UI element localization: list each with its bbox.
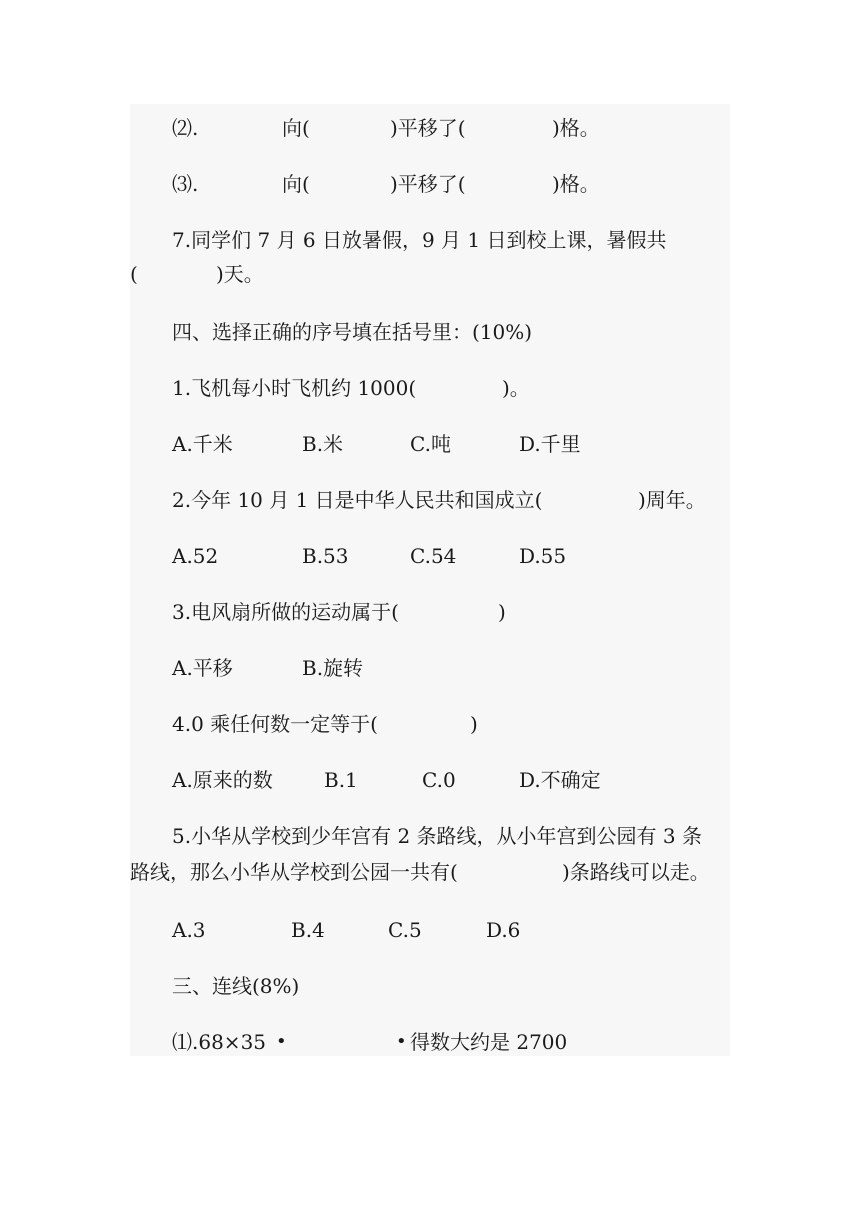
choice2-question-end: )周年。 — [638, 488, 706, 512]
choice2-option-d: D.55 — [519, 544, 567, 568]
choice4-question-end: ) — [470, 712, 478, 736]
choice1-question: 1.飞机每小时飞机约 1000( — [172, 376, 417, 400]
choice3-question-end: ) — [498, 600, 506, 624]
choice1-option-c: C.吨 — [410, 432, 451, 456]
choice2-option-a: A.52 — [172, 544, 219, 568]
match-left-dot[interactable]: • — [276, 1031, 287, 1052]
choice4-option-d: D.不确定 — [519, 768, 601, 792]
q6-item2-end: )格。 — [552, 116, 600, 140]
choice5-question-line2: 路线，那么小华从学校到公园一共有( — [130, 860, 458, 884]
match-right-statement: 得数大约是 2700 — [410, 1030, 568, 1054]
q6-item3-direction: 向( — [282, 172, 310, 196]
choice5-question-end: )条路线可以走。 — [562, 860, 710, 884]
choice4-option-a: A.原来的数 — [172, 768, 273, 792]
choice1-option-b: B.米 — [302, 432, 344, 456]
choice3-question: 3.电风扇所做的运动属于( — [172, 600, 399, 624]
choice1-option-a: A.千米 — [172, 432, 233, 456]
q7-line1: 7.同学们 7 月 6 日放暑假，9 月 1 日到校上课，暑假共 — [172, 228, 667, 252]
q7-line2-open: ( — [130, 262, 138, 286]
choice5-question-line1: 5.小华从学校到少年宫有 2 条路线，从小年宫到公园有 3 条 — [172, 824, 702, 848]
choice2-option-c: C.54 — [410, 544, 457, 568]
q6-item2-direction: 向( — [282, 116, 310, 140]
choice4-question: 4.0 乘任何数一定等于( — [172, 712, 378, 736]
q6-item2-number: ⑵. — [172, 116, 199, 140]
choice5-option-c: C.5 — [388, 918, 422, 942]
choice3-option-b: B.旋转 — [302, 656, 364, 680]
choice3-option-a: A.平移 — [172, 656, 233, 680]
q6-item3-end: )格。 — [552, 172, 600, 196]
match-right-dot[interactable]: • — [396, 1031, 407, 1052]
choice1-option-d: D.千里 — [519, 432, 581, 456]
q6-item3-middle: )平移了( — [390, 172, 466, 196]
section3-title: 三、连线(8%) — [172, 974, 300, 998]
choice4-option-c: C.0 — [422, 768, 456, 792]
q7-line2-close: )天。 — [216, 262, 264, 286]
choice5-option-b: B.4 — [291, 918, 325, 942]
choice5-option-a: A.3 — [172, 918, 206, 942]
q6-item3-number: ⑶. — [172, 172, 199, 196]
q6-item2-middle: )平移了( — [390, 116, 466, 140]
section4-title: 四、选择正确的序号填在括号里：(10%) — [172, 320, 533, 344]
choice1-question-end: )。 — [502, 376, 530, 400]
match-left-expression: ⑴.68×35 — [172, 1030, 267, 1054]
choice4-option-b: B.1 — [324, 768, 358, 792]
choice2-question: 2.今年 10 月 1 日是中华人民共和国成立( — [172, 488, 543, 512]
choice2-option-b: B.53 — [302, 544, 349, 568]
choice5-option-d: D.6 — [486, 918, 521, 942]
worksheet-page — [130, 104, 730, 1056]
